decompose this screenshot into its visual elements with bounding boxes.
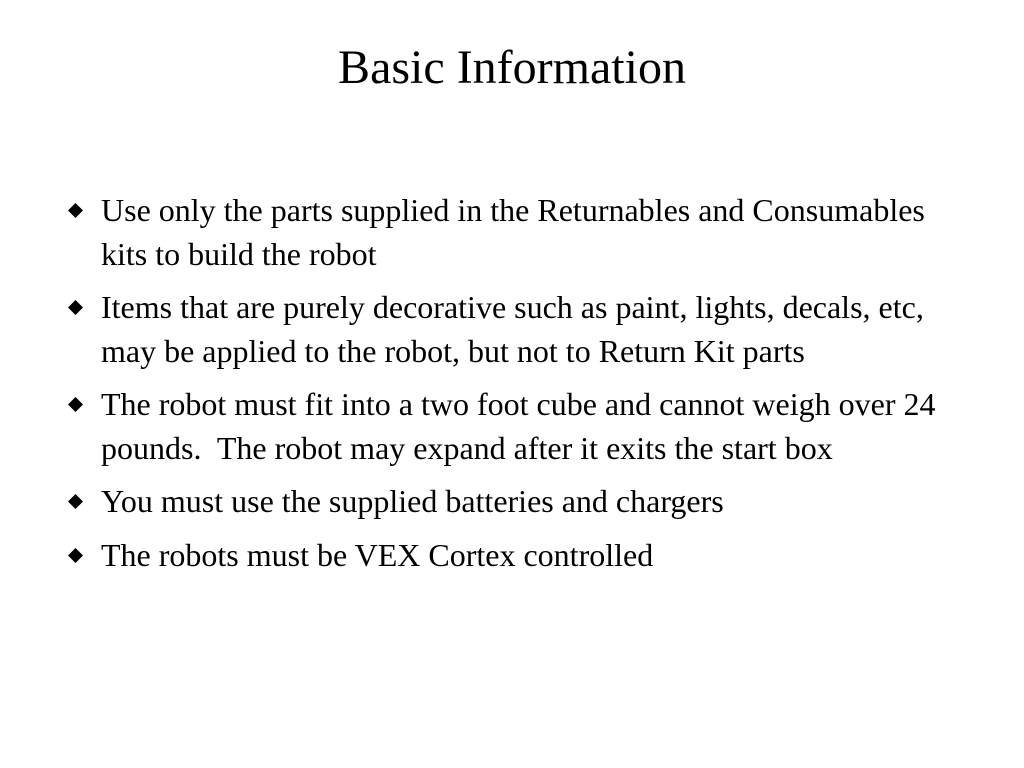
bullet-text: The robot must fit into a two foot cube and cannot weigh over 24 pounds. The robot may expand after it exits the start box: [101, 386, 944, 466]
diamond-bullet-icon: [68, 203, 83, 218]
list-item: [64, 286, 964, 373]
list-item: [64, 383, 964, 470]
list-item: [64, 189, 964, 276]
bullet-list: [64, 189, 964, 577]
diamond-bullet-icon: [68, 397, 83, 412]
list-item: [64, 534, 964, 578]
diamond-bullet-icon: [68, 548, 83, 563]
bullet-text: Items that are purely decorative such as paint, lights, decals, etc, may be applied to the robot, but not to Return Kit parts: [101, 289, 932, 369]
diamond-bullet-icon: [68, 494, 83, 509]
slide-title: Basic Information: [338, 41, 686, 94]
diamond-bullet-icon: [68, 300, 83, 315]
bullet-text: You must use the supplied batteries and chargers: [101, 483, 724, 519]
list-item: [64, 480, 964, 524]
bullet-text: Use only the parts supplied in the Returnables and Consumables kits to build the robot: [101, 192, 933, 272]
bullet-text: The robots must be VEX Cortex controlled: [101, 536, 654, 573]
